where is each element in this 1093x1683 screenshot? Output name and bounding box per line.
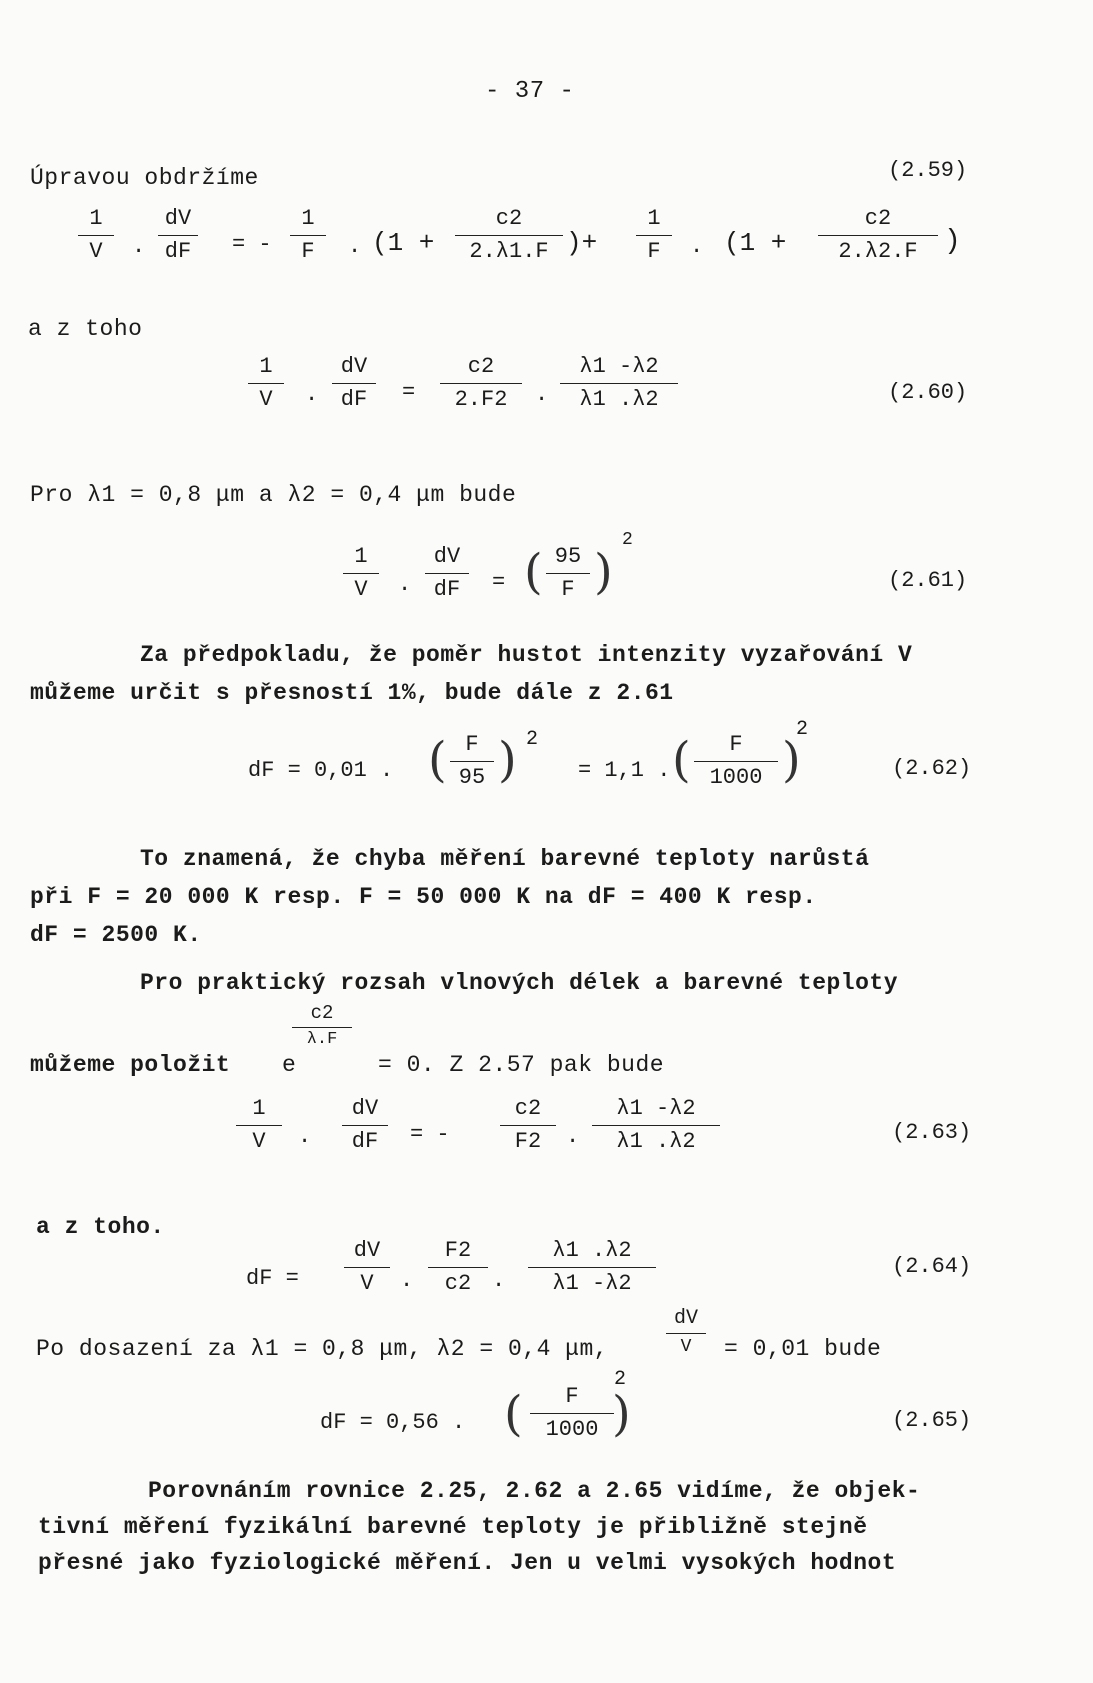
numerator: λ1 -λ2 (579, 354, 659, 379)
denominator: 2.λ2.F (838, 239, 918, 264)
fraction (546, 544, 590, 603)
numerator: dV (164, 206, 192, 231)
equation-lhs: dF = 0,01 . (248, 758, 394, 783)
denominator: V (354, 577, 368, 602)
operator-dot: . (132, 234, 146, 259)
fraction (818, 206, 938, 265)
numerator: 1 (259, 354, 273, 379)
numerator: c2 (864, 206, 892, 231)
equation-number: (2.61) (888, 568, 968, 593)
fraction (248, 354, 284, 413)
numerator: dV (673, 1307, 698, 1330)
denominator: λ1 .λ2 (579, 387, 659, 412)
fraction (342, 1096, 388, 1155)
operator-dot: . (566, 1124, 580, 1149)
fraction (455, 206, 563, 265)
denominator: c2 (444, 1271, 472, 1296)
operator-dot: . (492, 1268, 506, 1293)
fraction (290, 206, 326, 265)
exponent: 2 (796, 718, 809, 741)
paragraph-line: Za předpokladu, že poměr hustot intenzity vyzařování V (140, 642, 913, 668)
close-paren: )+ (566, 228, 598, 258)
numerator: λ1 -λ2 (616, 1096, 696, 1121)
fraction (528, 1238, 656, 1297)
intro-text: a z toho (28, 316, 143, 342)
denominator: dF (433, 577, 461, 602)
denominator: F (561, 577, 575, 602)
equation-number: (2.63) (892, 1120, 972, 1145)
fraction (530, 1384, 614, 1443)
numerator: F (565, 1384, 579, 1409)
close-paren: ) (944, 226, 961, 257)
numerator: dV (351, 1096, 379, 1121)
text-line: = 0,01 bude (724, 1336, 882, 1362)
numerator: dV (433, 544, 461, 569)
equals-sign: = (402, 380, 416, 405)
close-paren: ) (612, 1386, 631, 1442)
numerator: c2 (495, 206, 523, 231)
operator: = 1,1 . (578, 758, 671, 783)
operator-dot: . (535, 382, 549, 407)
equals-sign: = (492, 570, 506, 595)
operator-dot: . (298, 1124, 312, 1149)
exponent: 2 (526, 728, 539, 751)
fraction (236, 1096, 282, 1155)
close-paren: ) (782, 732, 801, 788)
denominator: V (680, 1337, 692, 1357)
denominator: V (252, 1129, 266, 1154)
denominator: 2.λ1.F (469, 239, 549, 264)
fraction (694, 732, 778, 791)
numerator: c2 (310, 1002, 334, 1024)
numerator: λ1 .λ2 (552, 1238, 632, 1263)
exponent-fraction (292, 1002, 352, 1049)
paragraph-line: tivní měření fyzikální barevné teploty je přibližně stejně (38, 1514, 868, 1540)
fraction (78, 206, 114, 265)
equation-number: (2.65) (892, 1408, 972, 1433)
open-paren: ( (504, 1386, 523, 1442)
page-number: - 37 - (485, 78, 575, 105)
operator: = - (232, 232, 272, 257)
equation-lhs: dF = 0,56 . (320, 1410, 466, 1435)
open-paren: ( (672, 732, 691, 788)
fraction (158, 206, 198, 265)
fraction (636, 206, 672, 265)
fraction (428, 1238, 488, 1297)
denominator: λ.F (306, 1030, 338, 1049)
numerator: c2 (514, 1096, 542, 1121)
denominator: λ1 .λ2 (616, 1129, 696, 1154)
numerator: 95 (554, 544, 582, 569)
numerator: dV (340, 354, 368, 379)
fraction (440, 354, 522, 413)
text-line: Po dosazení za λ1 = 0,8 μm, λ2 = 0,4 μm, (36, 1336, 609, 1362)
close-paren: ) (498, 732, 517, 788)
fraction (666, 1308, 706, 1357)
denominator: dF (164, 239, 192, 264)
numerator: 1 (89, 206, 103, 231)
equation-number: (2.64) (892, 1254, 972, 1279)
open-paren: ( (428, 732, 447, 788)
fraction (332, 354, 376, 413)
denominator: 95 (458, 765, 486, 790)
fraction (343, 544, 379, 603)
text-line: Pro λ1 = 0,8 μm a λ2 = 0,4 μm bude (30, 482, 517, 508)
denominator: λ1 -λ2 (552, 1271, 632, 1296)
denominator: V (360, 1271, 374, 1296)
operator-dot: . (398, 572, 412, 597)
operator-dot: . (305, 382, 319, 407)
exponent: 2 (614, 1368, 627, 1391)
open-paren: ( (524, 544, 543, 600)
denominator: F2 (514, 1129, 542, 1154)
denominator: 1000 (545, 1417, 599, 1442)
exponent: 2 (622, 530, 633, 550)
open-paren: (1 + (724, 228, 787, 258)
numerator: F2 (444, 1238, 472, 1263)
intro-text: a z toho. (36, 1214, 165, 1240)
close-paren: ) (594, 544, 613, 600)
fraction (450, 732, 494, 791)
denominator: V (259, 387, 273, 412)
numerator: F (729, 732, 743, 757)
operator-dot: . (690, 234, 704, 259)
intro-text: Úpravou obdržíme (30, 165, 259, 191)
numerator: 1 (301, 206, 315, 231)
equation-number: (2.59) (888, 158, 968, 183)
equation-number: (2.62) (892, 756, 972, 781)
denominator: dF (351, 1129, 379, 1154)
equation-number: (2.60) (888, 380, 968, 405)
paragraph-line: můžeme určit s přesností 1%, bude dále z 2.61 (30, 680, 674, 706)
denominator: dF (340, 387, 368, 412)
fraction (592, 1096, 720, 1155)
paragraph-line: při F = 20 000 K resp. F = 50 000 K na dF = 400 K resp. (30, 884, 817, 910)
equation-lhs: dF = (246, 1266, 299, 1291)
operator-dot: . (400, 1268, 414, 1293)
paragraph-line: Porovnáním rovnice 2.25, 2.62 a 2.65 vidíme, že objek- (148, 1478, 921, 1504)
operator: = - (410, 1122, 450, 1147)
fraction (560, 354, 678, 413)
denominator: V (89, 239, 103, 264)
fraction (500, 1096, 556, 1155)
numerator: 1 (647, 206, 661, 231)
fraction (425, 544, 469, 603)
numerator: dV (353, 1238, 381, 1263)
paragraph-line: To znamená, že chyba měření barevné teploty narůstá (140, 846, 870, 872)
paragraph-line: = 0. Z 2.57 pak bude (378, 1052, 665, 1078)
paragraph-line: dF = 2500 K. (30, 922, 202, 948)
denominator: 1000 (709, 765, 763, 790)
paragraph-line: přesné jako fyziologické měření. Jen u velmi vysokých hodnot (38, 1550, 897, 1576)
numerator: c2 (467, 354, 495, 379)
numerator: F (465, 732, 479, 757)
open-paren: (1 + (372, 228, 435, 258)
numerator: 1 (354, 544, 368, 569)
denominator: 2.F2 (454, 387, 508, 412)
denominator: F (647, 239, 661, 264)
paragraph-line: můžeme položit (30, 1052, 231, 1078)
operator-dot: . (348, 234, 362, 259)
numerator: 1 (252, 1096, 266, 1121)
paragraph-line: Pro praktický rozsah vlnových délek a barevné teploty (140, 970, 899, 996)
denominator: F (301, 239, 315, 264)
exp-base: e (282, 1052, 296, 1078)
fraction (344, 1238, 390, 1297)
